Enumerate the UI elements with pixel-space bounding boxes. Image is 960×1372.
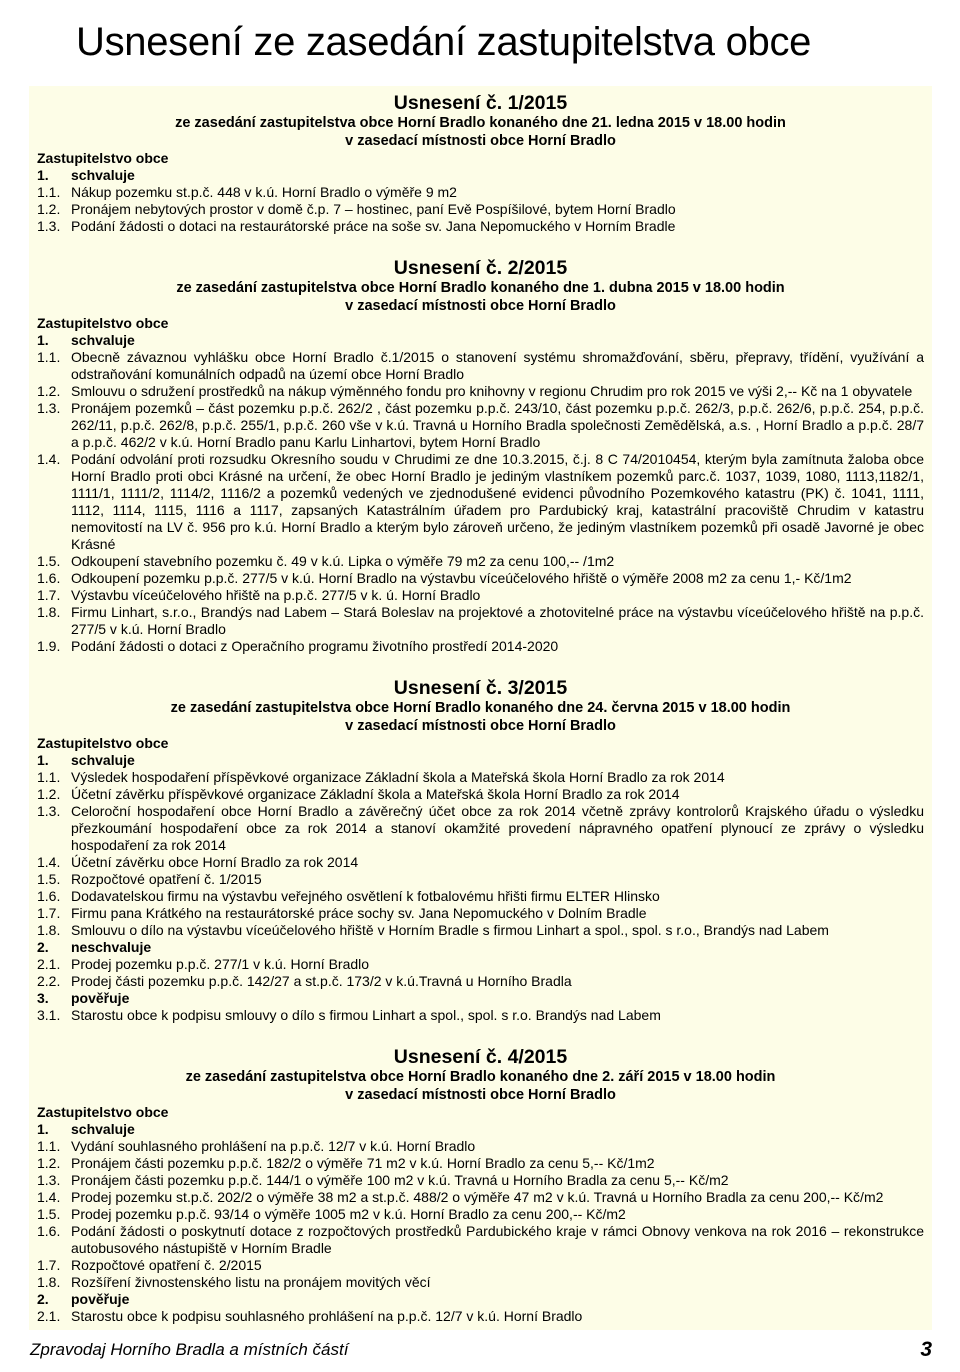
decision-group-number: 1. xyxy=(37,1121,49,1137)
resolution-item-text: Odkoupení pozemku p.p.č. 277/5 v k.ú. Horní Bradlo na výstavbu víceúčelového hřiště o výměře 2008 m2 za cenu 1,- Kč/1m2 xyxy=(71,570,852,586)
resolution-item xyxy=(37,1189,924,1206)
resolution-item-number: 1.2. xyxy=(37,383,61,399)
resolution-item-number: 1.8. xyxy=(37,604,61,620)
decision-group-heading xyxy=(37,167,924,184)
decision-group-heading xyxy=(37,332,924,349)
resolution-item-number: 1.5. xyxy=(37,553,61,569)
resolution-item xyxy=(37,1257,924,1274)
resolution-heading: Usnesení č. 2/2015 xyxy=(393,257,568,279)
decision-group-label: neschvaluje xyxy=(71,939,152,955)
resolution-item-text: Nákup pozemku st.p.č. 448 v k.ú. Horní Bradlo o výměře 9 m2 xyxy=(71,184,457,200)
resolution-item-text: Pronájem nebytových prostor v domě č.p. 7 – hostinec, paní Evě Pospíšilové, bytem Horní Bradlo xyxy=(71,201,676,217)
resolution-item-number: 1.3. xyxy=(37,1172,61,1188)
decision-group-heading xyxy=(37,752,924,769)
resolution-section xyxy=(37,677,924,1024)
resolution-item-text: Celoroční hospodaření obce Horní Bradlo a závěrečný účet obce za rok 2014 včetně zprávy kontrolorů Krajského úřadu o výsledku přezkoumání hospodaření obce za rok 2014 a stanoví okamžité provedení nápravného opatření plynoucí ze zprávy o výsledku hospodaření za rok 2014 xyxy=(71,803,924,853)
resolution-item-number: 1.4. xyxy=(37,854,61,870)
council-label: Zastupitelstvo obce xyxy=(37,735,169,751)
decision-group-label: schvaluje xyxy=(71,752,135,768)
section-gap xyxy=(37,655,924,677)
resolution-item xyxy=(37,570,924,587)
decision-group-label: schvaluje xyxy=(71,167,135,183)
resolution-item-text: Podání žádosti o dotaci z Operačního programu životního prostředí 2014-2020 xyxy=(71,638,559,654)
resolution-meeting-line: ze zasedání zastupitelstva obce Horní Bradlo konaného dne 1. dubna 2015 v 18.00 hodin xyxy=(176,280,785,296)
resolution-item-text: Smlouvu o sdružení prostředků na nákup výměnného fondu pro knihovny v regionu Chrudim pro rok 2015 ve výši 2,-- Kč na 1 obyvatele xyxy=(71,383,913,399)
resolution-item-text: Prodej pozemku st.p.č. 202/2 o výměře 38 m2 a st.p.č. 488/2 o výměře 47 m2 v k.ú. Travná u Horního Bradla za cenu 200,-- Kč/m2 xyxy=(71,1189,884,1205)
resolution-item xyxy=(37,184,924,201)
resolution-item-number: 2.1. xyxy=(37,956,61,972)
resolution-item-text: Pronájem části pozemku p.p.č. 182/2 o výměře 71 m2 v k.ú. Horní Bradlo za cenu 5,-- Kč/1m2 xyxy=(71,1155,655,1171)
resolution-item-text: Podání odvolání proti rozsudku Okresního soudu v Chrudimi ze dne 10.3.2015, č.j. 8 C 74/2010454, kterým byla zamítnuta žaloba obce Horní Bradlo proti obci Krásné na určení, že obec Horní Bradlo je jediným vlastníkem pozemků parc.č. 1037, 1039, 1080, 1113,1182/1, 1111/1, 1111/2, 1114/2, 1116/2 a pozemků vedených ve zjednodušené evidenci původního Pozemkového katastru (PK) č. 1041, 1111, 1112, 1114, 1115, 1116 a 1117, zapsaných Katastrálním úřadem pro Pardubický kraj, katastrální pracoviště Chrudim v katastru nemovitostí na LV č. 956 pro k.ú. Horní Bradlo a kterým bylo zároveň určeno, že jediným vlastníkem pozemků při osadě Javorné je obec Krásné xyxy=(71,451,924,552)
resolution-meeting-line: ze zasedání zastupitelstva obce Horní Bradlo konaného dne 2. září 2015 v 18.00 hodin xyxy=(185,1069,776,1085)
resolution-item xyxy=(37,638,924,655)
resolution-item-number: 3.1. xyxy=(37,1007,61,1023)
resolution-item-text: Výsledek hospodaření příspěvkové organizace Základní škola a Mateřská škola Horní Bradlo za rok 2014 xyxy=(71,769,725,785)
decision-group-number: 2. xyxy=(37,939,49,955)
resolution-item xyxy=(37,871,924,888)
resolution-heading: Usnesení č. 4/2015 xyxy=(393,1046,568,1068)
resolution-item xyxy=(37,1308,924,1325)
resolution-item xyxy=(37,973,924,990)
resolution-item-number: 1.1. xyxy=(37,184,61,200)
resolution-item-number: 1.4. xyxy=(37,1189,61,1205)
resolution-item xyxy=(37,553,924,570)
resolution-item-number: 1.7. xyxy=(37,1257,61,1273)
resolution-item-text: Pronájem části pozemku p.p.č. 144/1 o výměře 100 m2 v k.ú. Travná u Horního Bradla za cenu 5,-- Kč/m2 xyxy=(71,1172,729,1188)
resolutions-panel xyxy=(29,86,932,1330)
page-title: Usnesení ze zasedání zastupitelstva obce xyxy=(76,20,812,64)
resolution-item-number: 1.5. xyxy=(37,871,61,887)
resolution-item xyxy=(37,1138,924,1155)
council-label: Zastupitelstvo obce xyxy=(37,1104,169,1120)
resolution-item xyxy=(37,587,924,604)
resolution-venue-line: v zasedací místnosti obce Horní Bradlo xyxy=(345,133,616,149)
decision-group-number: 2. xyxy=(37,1291,49,1307)
resolution-item xyxy=(37,956,924,973)
resolution-item xyxy=(37,349,924,383)
resolution-item-text: Podání žádosti o dotaci na restaurátorské práce na soše sv. Jana Nepomuckého v Horním Bradle xyxy=(71,218,676,234)
resolution-item-text: Pronájem pozemků – část pozemku p.p.č. 262/2 , část pozemku p.p.č. 243/10, část pozemku p.p.č. 262/3, p.p.č. 262/6, p.p.č. 254, p.p.č. 262/11, p.p.č. 262/8, p.p.č. 255/1, p.p.č. 260 vše v k.ú. Travná u Horního Bradla společnosti Zemědělská, a.s. , Horní Bradlo a p.p.č. 28/7 a p.p.č. 462/2 v k.ú. Horní Bradlo panu Karlu Linhartovi, bytem Horní Bradlo xyxy=(71,400,924,450)
resolution-item-text: Firmu pana Krátkého na restaurátorské práce sochy sv. Jana Nepomuckého v Dolním Bradle xyxy=(71,905,647,921)
resolution-item-text: Prodej pozemku p.p.č. 93/14 o výměře 1005 m2 v k.ú. Horní Bradlo za cenu 200,-- Kč/m2 xyxy=(71,1206,626,1222)
section-gap xyxy=(37,235,924,257)
resolution-item-number: 1.6. xyxy=(37,1223,61,1239)
resolution-item xyxy=(37,451,924,553)
resolution-item-number: 2.1. xyxy=(37,1308,61,1324)
resolution-item-number: 1.2. xyxy=(37,786,61,802)
resolution-item-text: Vydání souhlasného prohlášení na p.p.č. 12/7 v k.ú. Horní Bradlo xyxy=(71,1138,476,1154)
resolution-item-text: Podání žádosti o poskytnutí dotace z rozpočtových prostředků Pardubického kraje v rámci Obnovy venkova na rok 2016 – rekonstrukce autobusového nástupiště v Horním Bradle xyxy=(71,1223,924,1256)
resolution-venue-line: v zasedací místnosti obce Horní Bradlo xyxy=(345,1087,616,1103)
resolution-item-number: 1.3. xyxy=(37,803,61,819)
resolution-heading: Usnesení č. 3/2015 xyxy=(393,677,568,699)
resolution-item xyxy=(37,201,924,218)
resolution-section xyxy=(37,257,924,655)
resolution-item-number: 1.6. xyxy=(37,570,61,586)
resolution-item xyxy=(37,218,924,235)
resolution-item-text: Starostu obce k podpisu souhlasného prohlášení na p.p.č. 12/7 v k.ú. Horní Bradlo xyxy=(71,1308,583,1324)
page-number: 3 xyxy=(920,1338,932,1361)
resolution-item-text: Rozšíření živnostenského listu na pronájem movitých věcí xyxy=(71,1274,431,1290)
decision-group-number: 3. xyxy=(37,990,49,1006)
resolution-item xyxy=(37,1206,924,1223)
resolution-venue-line: v zasedací místnosti obce Horní Bradlo xyxy=(345,718,616,734)
resolution-item-number: 1.3. xyxy=(37,400,61,416)
resolution-item-text: Smlouvu o dílo na výstavbu víceúčelového hřiště v Horním Bradle s firmou Linhart a spol., spol. s r.o., Brandýs nad Labem xyxy=(71,922,829,938)
resolution-item-text: Dodavatelskou firmu na výstavbu veřejného osvětlení k fotbalovému hřišti firmu ELTER Hlinsko xyxy=(71,888,660,904)
resolution-venue-line: v zasedací místnosti obce Horní Bradlo xyxy=(345,298,616,314)
resolution-item-text: Obecně závaznou vyhlášku obce Horní Bradlo č.1/2015 o stanovení systému shromažďování, sběru, přepravy, třídění, využívání a odstraňování komunálních odpadů na území obce Horní Bradlo xyxy=(71,349,924,382)
decision-group-label: schvaluje xyxy=(71,332,135,348)
resolution-item-text: Prodej pozemku p.p.č. 277/1 v k.ú. Horní Bradlo xyxy=(71,956,370,972)
resolution-heading: Usnesení č. 1/2015 xyxy=(393,92,568,114)
resolution-item-number: 1.4. xyxy=(37,451,61,467)
council-label: Zastupitelstvo obce xyxy=(37,150,169,166)
resolution-item-number: 1.9. xyxy=(37,638,61,654)
resolution-item xyxy=(37,1223,924,1257)
resolution-item xyxy=(37,803,924,854)
resolution-item-text: Firmu Linhart, s.r.o., Brandýs nad Labem – Stará Boleslav na projektové a zhotovitelné práce na výstavbu víceúčelového hřiště na p.p.č. 277/5 v k.ú. Horní Bradlo xyxy=(71,604,924,637)
decision-group-label: pověřuje xyxy=(71,1291,130,1307)
resolution-item xyxy=(37,400,924,451)
resolution-item xyxy=(37,1007,924,1024)
resolution-item xyxy=(37,1155,924,1172)
resolution-item xyxy=(37,604,924,638)
decision-group-number: 1. xyxy=(37,752,49,768)
decision-group-label: pověřuje xyxy=(71,990,130,1006)
resolution-item-number: 1.8. xyxy=(37,922,61,938)
resolution-item-number: 1.1. xyxy=(37,769,61,785)
resolution-item-number: 1.5. xyxy=(37,1206,61,1222)
resolution-section xyxy=(37,92,924,235)
resolution-item xyxy=(37,786,924,803)
resolution-item xyxy=(37,1172,924,1189)
footer-publication: Zpravodaj Horního Bradla a místních částí xyxy=(30,1340,349,1359)
decision-group-label: schvaluje xyxy=(71,1121,135,1137)
resolution-item-number: 1.1. xyxy=(37,1138,61,1154)
resolution-item-number: 1.2. xyxy=(37,201,61,217)
resolution-meeting-line: ze zasedání zastupitelstva obce Horní Bradlo konaného dne 21. ledna 2015 v 18.00 hodin xyxy=(175,115,786,131)
resolution-item-number: 2.2. xyxy=(37,973,61,989)
resolution-item-text: Účetní závěrku příspěvkové organizace Základní škola a Mateřská škola Horní Bradlo za rok 2014 xyxy=(71,786,680,802)
resolution-item-text: Rozpočtové opatření č. 1/2015 xyxy=(71,871,262,887)
resolution-item xyxy=(37,769,924,786)
resolution-item xyxy=(37,383,924,400)
resolution-item xyxy=(37,888,924,905)
resolution-item xyxy=(37,854,924,871)
resolution-item-text: Odkoupení stavebního pozemku č. 49 v k.ú. Lipka o výměře 79 m2 za cenu 100,-- /1m2 xyxy=(71,553,615,569)
council-label: Zastupitelstvo obce xyxy=(37,315,169,331)
resolution-item-number: 1.7. xyxy=(37,905,61,921)
decision-group-number: 1. xyxy=(37,167,49,183)
resolution-section xyxy=(37,1046,924,1325)
decision-group-number: 1. xyxy=(37,332,49,348)
decision-group-heading xyxy=(37,990,924,1007)
resolution-meeting-line: ze zasedání zastupitelstva obce Horní Bradlo konaného dne 24. června 2015 v 18.00 hodin xyxy=(170,700,791,716)
resolution-item-text: Prodej části pozemku p.p.č. 142/27 a st.p.č. 173/2 v k.ú.Travná u Horního Bradla xyxy=(71,973,572,989)
resolution-item-number: 1.6. xyxy=(37,888,61,904)
decision-group-heading xyxy=(37,939,924,956)
decision-group-heading xyxy=(37,1291,924,1308)
resolution-item-number: 1.7. xyxy=(37,587,61,603)
resolution-item xyxy=(37,905,924,922)
resolution-item-number: 1.3. xyxy=(37,218,61,234)
resolution-item xyxy=(37,1274,924,1291)
resolution-item-number: 1.1. xyxy=(37,349,61,365)
resolution-item-text: Výstavbu víceúčelového hřiště na p.p.č. 277/5 v k. ú. Horní Bradlo xyxy=(71,587,481,603)
decision-group-heading xyxy=(37,1121,924,1138)
section-gap xyxy=(37,1024,924,1046)
resolution-item-text: Účetní závěrku obce Horní Bradlo za rok 2014 xyxy=(71,854,359,870)
resolution-item-number: 1.2. xyxy=(37,1155,61,1171)
resolution-item-text: Starostu obce k podpisu smlouvy o dílo s firmou Linhart a spol., spol. s r.o. Brandýs nad Labem xyxy=(71,1007,661,1023)
resolution-item-text: Rozpočtové opatření č. 2/2015 xyxy=(71,1257,262,1273)
resolution-item xyxy=(37,922,924,939)
resolution-item-number: 1.8. xyxy=(37,1274,61,1290)
